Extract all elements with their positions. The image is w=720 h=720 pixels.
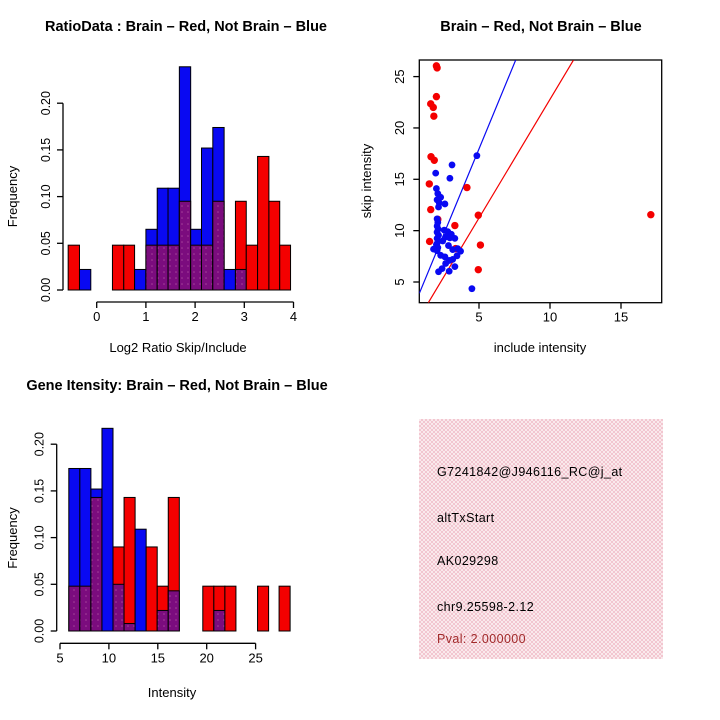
data-point <box>430 246 437 253</box>
hist-bar-overlap <box>191 245 202 290</box>
x-tick-label: 5 <box>475 309 483 325</box>
y-tick-label: 10 <box>392 223 407 238</box>
hist-bar-overlap <box>157 610 168 631</box>
data-point <box>435 204 442 211</box>
hist-bar-overlap <box>80 586 91 631</box>
x-tick-label: 15 <box>613 309 629 325</box>
data-point <box>442 201 449 208</box>
info-panel <box>419 419 663 659</box>
hist-bar <box>124 245 135 290</box>
x-tick-label: 10 <box>542 309 558 325</box>
hist-bar-overlap <box>113 584 124 631</box>
y-tick-label: 0.05 <box>39 231 53 256</box>
y-tick-label: 0.15 <box>32 478 47 504</box>
data-point <box>426 238 433 245</box>
y-axis-label: Frequency <box>5 165 20 228</box>
accession-line: AK029298 <box>437 554 499 568</box>
hist-bar-overlap <box>201 245 212 290</box>
data-point <box>446 268 453 275</box>
hist-bar <box>224 269 235 290</box>
data-point <box>454 252 461 259</box>
data-point <box>433 93 440 100</box>
x-tick-label: 20 <box>199 650 214 666</box>
panel-title: Brain – Red, Not Brain – Blue <box>440 19 642 35</box>
pval-line: Pval: 2.000000 <box>437 632 526 646</box>
data-point <box>431 157 438 164</box>
data-point <box>439 238 446 245</box>
x-tick-label: 25 <box>248 650 263 666</box>
hist-bar <box>280 245 291 290</box>
hist-bar <box>102 428 113 631</box>
data-point <box>477 241 484 248</box>
data-point <box>647 211 654 218</box>
y-tick-label: 0.20 <box>32 432 47 457</box>
y-tick-label: 0.20 <box>39 91 53 116</box>
y-tick-label: 5 <box>392 278 407 286</box>
data-point <box>430 104 437 111</box>
hist-bar <box>146 547 157 631</box>
x-tick-label: 5 <box>56 650 64 666</box>
y-tick-label: 15 <box>392 172 407 187</box>
hist-bar <box>124 497 135 631</box>
hist-bar-overlap <box>235 269 246 290</box>
hist-ratio <box>5 19 327 355</box>
hist-bar <box>269 201 280 290</box>
data-point <box>469 285 476 292</box>
data-point <box>435 268 442 275</box>
x-tick-label: 15 <box>150 650 166 666</box>
hist-bar <box>135 529 146 631</box>
x-tick-label: 0 <box>93 309 101 324</box>
hist-bar <box>258 156 269 290</box>
y-tick-label: 0.05 <box>32 572 47 597</box>
data-point <box>451 222 458 229</box>
y-tick-label: 0.00 <box>39 277 53 303</box>
x-tick-label: 4 <box>289 309 298 324</box>
hist-bar <box>135 269 146 290</box>
x-tick-label: 2 <box>191 309 199 324</box>
probe-id-line: G7241842@J946116_RC@j_at <box>437 465 623 479</box>
hist-bar-overlap <box>91 497 102 631</box>
hist-bar <box>246 245 257 290</box>
data-point <box>451 235 458 242</box>
hist-bar-overlap <box>179 201 190 290</box>
data-point <box>433 64 440 71</box>
panel-title: RatioData : Brain – Red, Not Brain – Blue <box>45 19 327 35</box>
data-point <box>463 184 470 191</box>
y-tick-label: 0.10 <box>32 525 47 550</box>
data-point <box>475 212 482 219</box>
x-tick-label: 3 <box>240 309 248 324</box>
y-tick-label: 0.00 <box>32 618 47 644</box>
hist-bar-overlap <box>146 245 157 290</box>
hist-bar <box>258 586 269 631</box>
hist-bar-overlap <box>213 201 224 290</box>
locus-line: chr9.25598-2.12 <box>437 600 535 614</box>
hist-bar <box>203 586 214 631</box>
y-tick-label: 25 <box>392 69 407 84</box>
data-point <box>449 162 456 169</box>
hist-bar <box>112 245 123 290</box>
y-axis-label: skip intensity <box>359 143 374 219</box>
x-axis-label: Intensity <box>147 685 197 700</box>
hist-bar-overlap <box>157 245 168 290</box>
panel-title: Gene Itensity: Brain – Red, Not Brain – Blue <box>26 378 328 394</box>
hist-bar-overlap <box>124 624 135 631</box>
data-point <box>427 206 434 213</box>
hist-bar <box>279 586 290 631</box>
data-point <box>430 112 437 119</box>
data-point <box>473 152 480 159</box>
scatter-intensity <box>359 19 662 355</box>
event-type-line: altTxStart <box>437 511 495 525</box>
x-axis-label: Log2 Ratio Skip/Include <box>109 340 247 355</box>
x-tick-label: 1 <box>142 309 150 324</box>
data-point <box>475 266 482 273</box>
y-axis-label: Frequency <box>5 507 20 569</box>
x-axis-label: include intensity <box>493 340 587 355</box>
hist-bar-overlap <box>168 245 179 290</box>
hist-bar <box>68 245 79 290</box>
hist-bar-overlap <box>168 591 179 631</box>
y-tick-label: 20 <box>392 120 407 136</box>
hist-bar <box>79 269 90 290</box>
data-point <box>432 170 439 177</box>
y-tick-label: 0.10 <box>39 184 53 209</box>
hist-bar-overlap <box>69 586 80 631</box>
hist-bar-overlap <box>214 610 225 631</box>
data-point <box>446 175 453 182</box>
y-tick-label: 0.15 <box>39 137 53 163</box>
data-point <box>451 263 458 270</box>
x-tick-label: 10 <box>101 650 117 666</box>
data-point <box>426 180 433 187</box>
hist-bar <box>225 586 236 631</box>
hist-gene <box>5 378 328 700</box>
